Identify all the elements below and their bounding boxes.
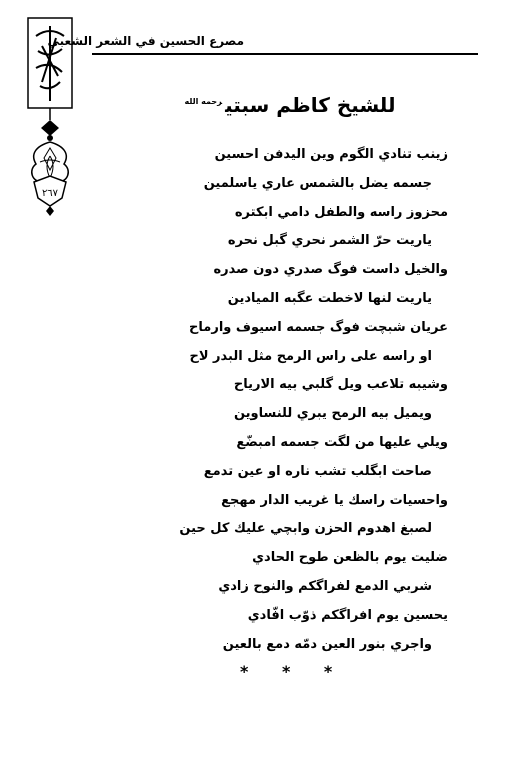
verse-line: شربي الدمع لفراگكم والنوح زادي [218,579,432,594]
verse-line: وشيبه تلاعب ويل گلبي بيه الارياح [233,377,448,393]
honorific: رحمه الله [184,97,223,107]
verse-line: والخيل داست فوگ صدري دون صدره [213,262,448,278]
verse-line: ضليت يوم بالظعن طوح الحادي [252,550,448,566]
verse-line: ويميل بيه الرمح يبري للنساوين [233,406,432,422]
verse-line: او راسه على راس الرمح مثل البدر لاح [189,348,432,364]
verse-line: جسمه يضل بالشمس عاري ياسلمين [203,175,432,191]
verse-line: زينب تنادي الگوم وين اليدفن احسين [214,147,448,162]
verse-line: ياريت حرّ الشمر نحري گبل نحره [227,233,432,249]
verse-line: لصبغ اهدوم الحزن وابچي عليك كل حين [179,521,432,537]
verse-line: صاحت ابگلب تشب ناره او عين تدمع [203,463,432,479]
verse-line: يحسين يوم افراگكم ذوّب افّادي [247,607,448,623]
page-number: ٢٦٧ [41,188,59,199]
running-title: مصرع الحسين في الشعر الشعبي [47,34,244,48]
poem-title: للشيخ كاظم سبتي [225,93,396,117]
end-mark: * * * [240,662,347,681]
verse-line: محزوز راسه والطفل دامي ابكتره [234,204,448,220]
verse-line: عريان شبچت فوگ جسمه اسيوف وارماح [189,319,448,335]
verse-line: ويلي عليها من لگت جسمه امبضّع [236,435,448,450]
verse-line: ياريت لنها لاخطت عگبه الميادين [227,291,432,306]
verse-line: واجري بنور العين دمّه دمع بالعين [222,636,432,652]
verse-line: واحسيات راسك يا غريب الدار مهجع [221,492,448,508]
